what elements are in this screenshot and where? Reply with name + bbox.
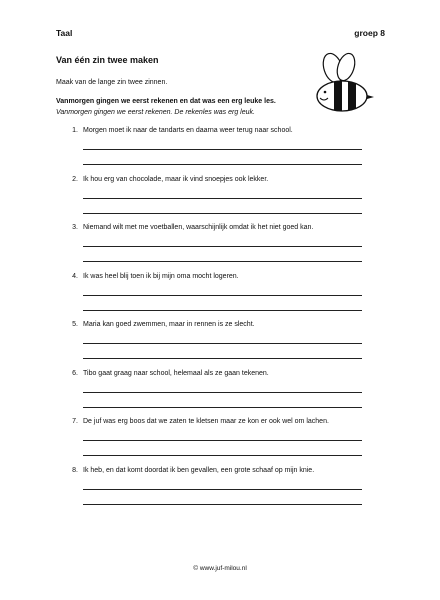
question-item bbox=[68, 418, 368, 466]
answer-line[interactable] bbox=[83, 213, 362, 214]
answer-line[interactable] bbox=[83, 440, 362, 441]
question-number: 6. bbox=[72, 369, 78, 377]
answer-line[interactable] bbox=[83, 407, 362, 408]
question-item bbox=[68, 370, 368, 418]
group-label: groep 8 bbox=[354, 28, 385, 38]
answer-line[interactable] bbox=[83, 343, 362, 344]
answer-line[interactable] bbox=[83, 489, 362, 490]
answer-line[interactable] bbox=[83, 504, 362, 505]
footer-copyright: © www.juf-milou.nl bbox=[193, 565, 247, 572]
question-item bbox=[68, 273, 368, 321]
answer-line[interactable] bbox=[83, 310, 362, 311]
question-text: Tibo gaat graag naar school, helemaal als ze gaan tekenen. bbox=[83, 369, 269, 377]
question-item bbox=[68, 321, 368, 369]
worksheet-title: Van één zin twee maken bbox=[56, 55, 159, 65]
answer-line[interactable] bbox=[83, 149, 362, 150]
answer-line[interactable] bbox=[83, 198, 362, 199]
question-number: 3. bbox=[72, 224, 78, 231]
question-text: Maria kan goed zwemmen, maar in rennen is ze slecht. bbox=[83, 321, 255, 328]
question-text: Ik hou erg van chocolade, maar ik vind snoepjes ook lekker. bbox=[83, 175, 269, 183]
example-sentence: Vanmorgen gingen we eerst rekenen en dat was een erg leuke les. bbox=[56, 98, 276, 105]
question-text: Niemand wilt met me voetballen, waarschijnlijk omdat ik het niet goed kan. bbox=[83, 224, 314, 231]
answer-line[interactable] bbox=[83, 164, 362, 165]
question-number: 4. bbox=[72, 272, 78, 280]
question-number: 5. bbox=[72, 321, 78, 328]
question-number: 7. bbox=[72, 418, 78, 425]
answer-line[interactable] bbox=[83, 261, 362, 262]
instruction-text: Maak van de lange zin twee zinnen. bbox=[56, 79, 168, 86]
answer-line[interactable] bbox=[83, 455, 362, 456]
bee-illustration bbox=[306, 50, 376, 120]
answer-line[interactable] bbox=[83, 246, 362, 247]
question-number: 2. bbox=[72, 175, 78, 183]
question-number: 1. bbox=[72, 127, 78, 134]
question-item bbox=[68, 127, 368, 175]
question-text: Ik heb, en dat komt doordat ik ben gevallen, een grote schaaf op mijn knie. bbox=[83, 466, 315, 474]
question-text: Ik was heel blij toen ik bij mijn oma mocht logeren. bbox=[83, 272, 239, 280]
question-item bbox=[68, 467, 368, 515]
question-text: Morgen moet ik naar de tandarts en daarna weer terug naar school. bbox=[83, 127, 293, 134]
answer-line[interactable] bbox=[83, 392, 362, 393]
question-item bbox=[68, 176, 368, 224]
subject-label: Taal bbox=[56, 28, 73, 38]
example-answer: Vanmorgen gingen we eerst rekenen. De rekenles was erg leuk. bbox=[56, 109, 255, 116]
question-item bbox=[68, 224, 368, 272]
answer-line[interactable] bbox=[83, 358, 362, 359]
answer-line[interactable] bbox=[83, 295, 362, 296]
question-number: 8. bbox=[72, 466, 78, 474]
question-text: De juf was erg boos dat we zaten te kletsen maar ze kon er ook wel om lachen. bbox=[83, 418, 329, 425]
